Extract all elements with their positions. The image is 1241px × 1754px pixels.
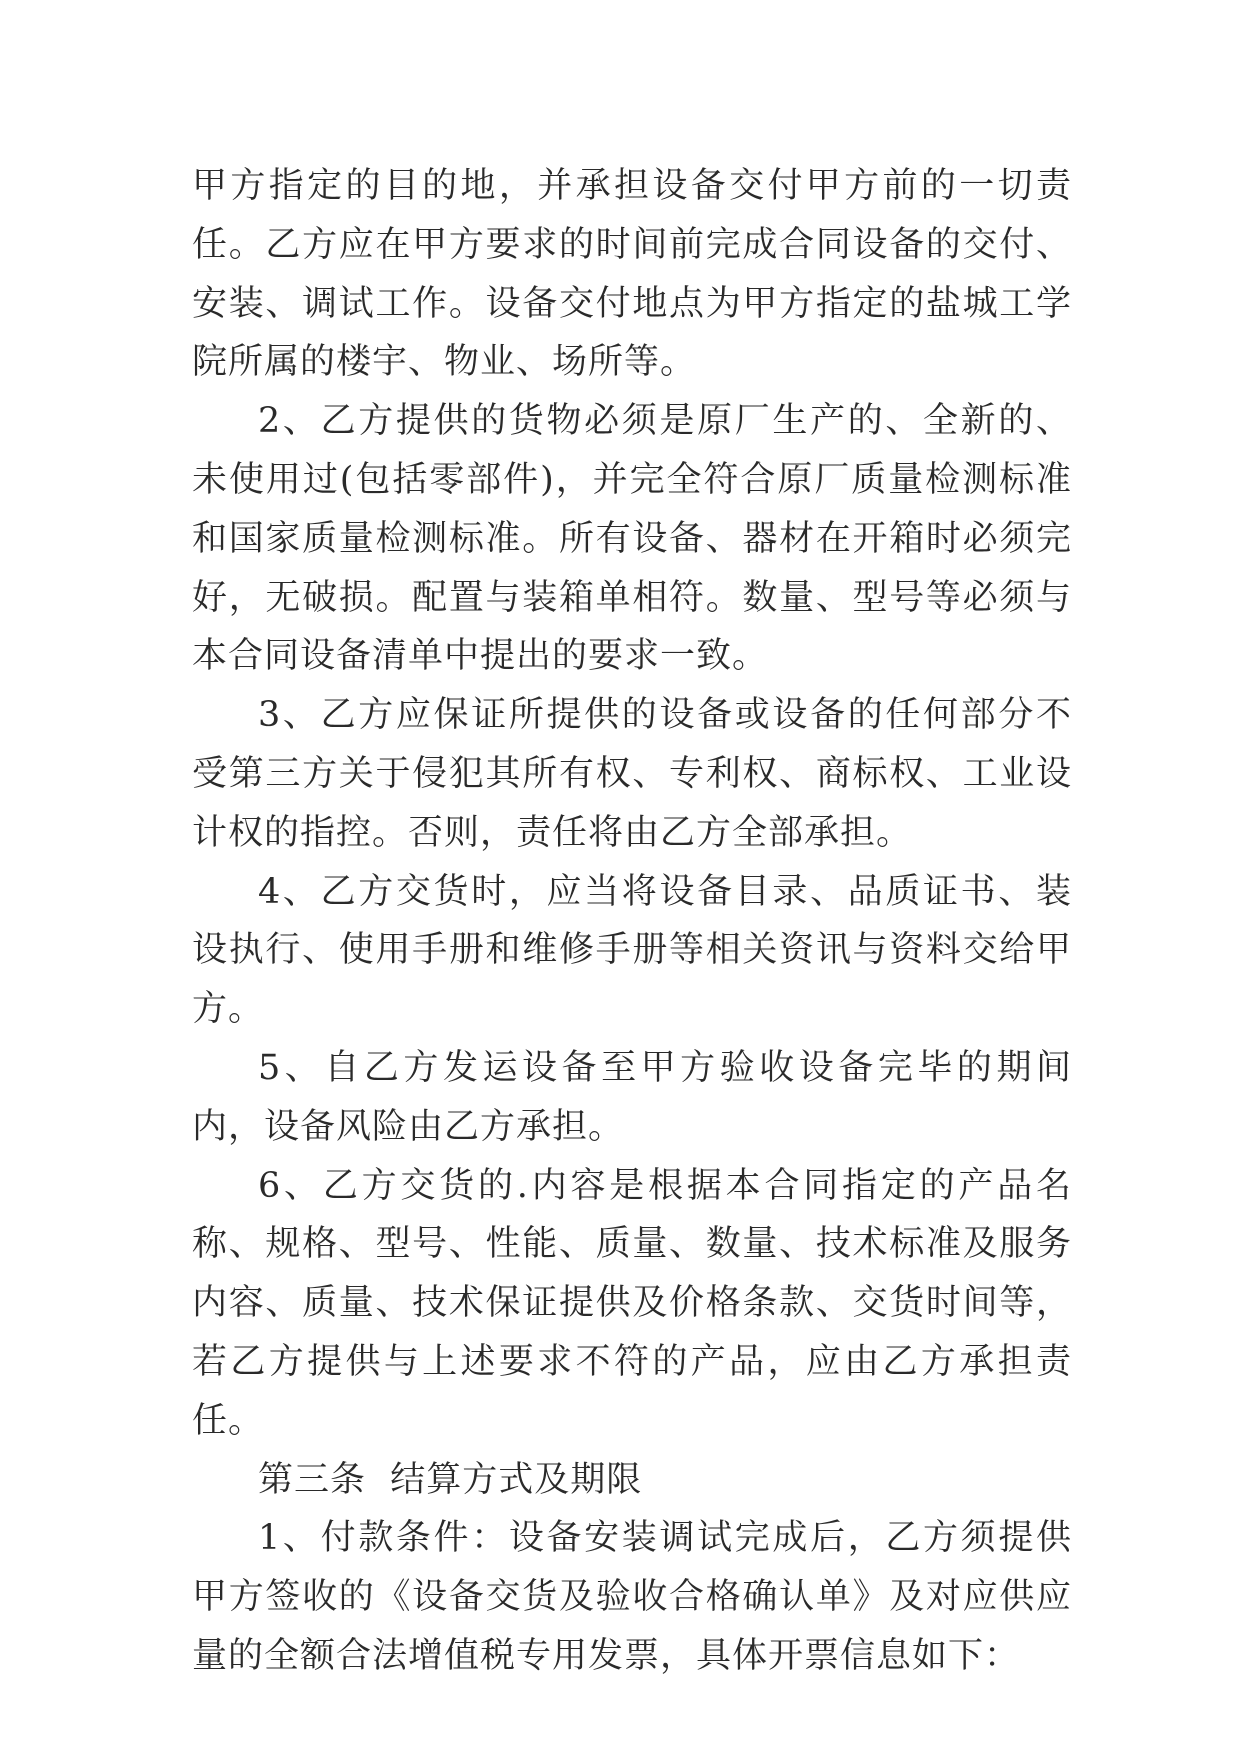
paragraph-delivery-responsibility: 甲方指定的目的地，并承担设备交付甲方前的一切责任。乙方应在甲方要求的时间前完成合同设备的交付、安装、调试工作。设备交付地点为甲方指定的盐城工学院所属的楼宇、物业、场所等。	[192, 166, 1072, 383]
section-heading-article-3: 第三条 结算方式及期限	[258, 1459, 643, 1500]
contract-body	[192, 157, 1072, 1686]
paragraph-clause-6-content: 6、乙方交货的.内容是根据本合同指定的产品名称、规格、型号、性能、质量、数量、技术标准及服务内容、质量、技术保证提供及价格条款、交货时间等，若乙方提供与上述要求不符的产品，应由乙方承担责任。	[192, 1165, 1072, 1441]
paragraph-payment-conditions: 1、付款条件：设备安装调试完成后，乙方须提供甲方签收的《设备交货及验收合格确认单》及对应供应量的全额合法增值税专用发票，具体开票信息如下：	[192, 1518, 1072, 1676]
paragraph-clause-4-documents: 4、乙方交货时，应当将设备目录、品质证书、装设执行、使用手册和维修手册等相关资讯与资料交给甲方。	[192, 871, 1072, 1030]
paragraph-clause-2-goods-quality: 2、乙方提供的货物必须是原厂生产的、全新的、未使用过(包括零部件)，并完全符合原厂质量检测标准和国家质量检测标准。所有设备、器材在开箱时必须完好，无破损。配置与装箱单相符。数量、型号等必须与本合同设备清单中提出的要求一致。	[192, 401, 1072, 677]
paragraph-clause-5-risk: 5、自乙方发运设备至甲方验收设备完毕的期间内，设备风险由乙方承担。	[192, 1047, 1072, 1147]
paragraph-clause-3-ip-warranty: 3、乙方应保证所提供的设备或设备的任何部分不受第三方关于侵犯其所有权、专利权、商标权、工业设计权的指控。否则，责任将由乙方全部承担。	[192, 695, 1072, 853]
